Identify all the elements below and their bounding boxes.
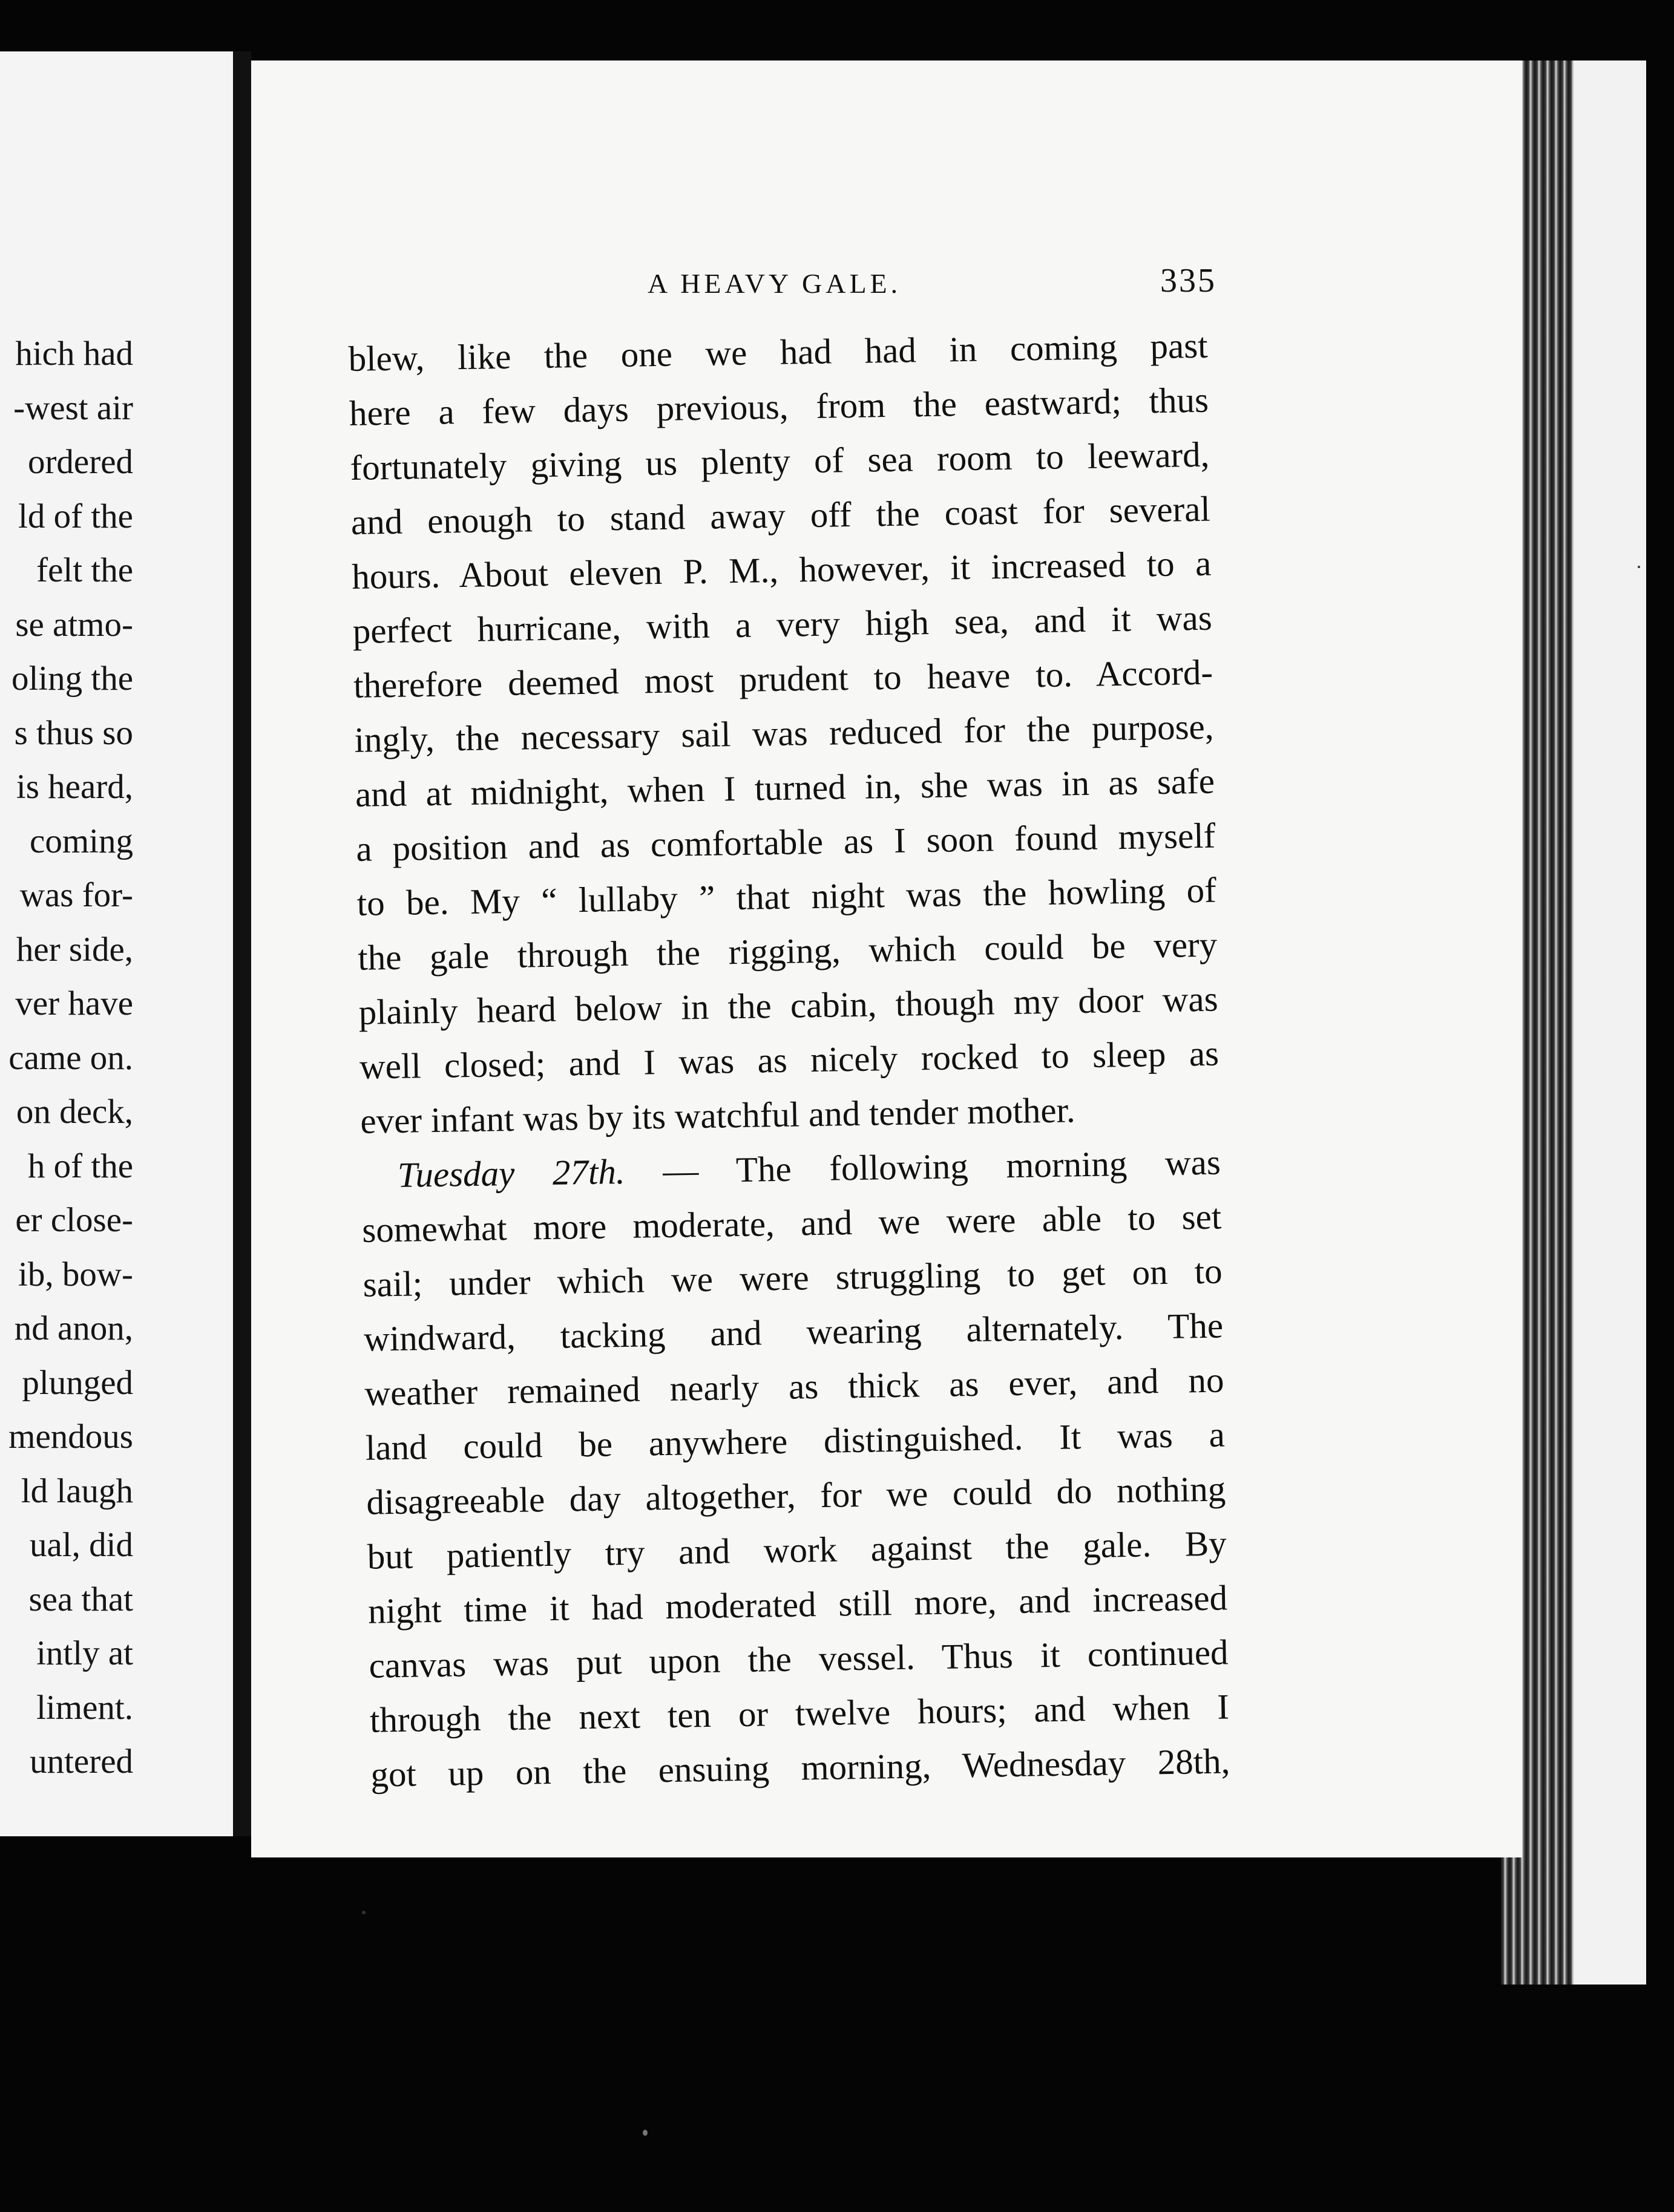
left-line: ver have	[15, 984, 133, 1023]
text-line: disagreeable day altogether, for we could do nothing	[366, 1468, 1226, 1522]
left-line: mendous	[8, 1418, 133, 1456]
text-span: — The following morning was	[625, 1142, 1221, 1191]
text-line: to be. My “ lullaby ” that night was the howling of	[356, 869, 1217, 923]
left-page	[0, 51, 233, 1836]
left-line: was for-	[19, 876, 133, 914]
text-line: ever infant was by its watchful and tender mother.	[359, 1090, 1076, 1141]
running-head: A HEAVY GALE.	[648, 268, 902, 299]
text-line: somewhat more moderate, and we were able to set	[361, 1196, 1222, 1250]
text-line: through the next ten or twelve hours; and when I	[369, 1686, 1230, 1740]
left-line: ual, did	[30, 1526, 133, 1564]
text-line: land could be anywhere distinguished. It was a	[365, 1414, 1226, 1468]
left-line: coming	[30, 822, 133, 860]
text-line: windward, tacking and wearing alternately. The	[363, 1305, 1224, 1359]
left-line: h of the	[27, 1147, 133, 1185]
date-heading: Tuesday 27th.	[397, 1151, 626, 1195]
text-line: got up on the ensuing morning, Wednesday 28th,	[370, 1741, 1230, 1795]
paper-speck	[1638, 566, 1640, 568]
body-text	[348, 318, 1230, 1802]
text-line: blew, like the one we had had in coming past	[348, 325, 1209, 379]
left-line: ib, bow-	[18, 1255, 133, 1294]
text-line: therefore deemed most prudent to heave to. Accord-	[353, 652, 1213, 705]
left-line: sea that	[28, 1580, 133, 1618]
text-line: canvas was put upon the vessel. Thus it continued	[369, 1632, 1229, 1686]
left-line: plunged	[22, 1363, 133, 1402]
page-number: 335	[1160, 262, 1216, 299]
left-line: intly at	[36, 1634, 133, 1672]
text-line: and enough to stand away off the coast for several	[350, 488, 1211, 542]
left-line: on deck,	[16, 1093, 133, 1131]
left-line: oling the	[11, 659, 133, 698]
back-cover-edge	[1574, 61, 1646, 1985]
paper-speck	[643, 2130, 648, 2136]
text-line: night time it had moderated still more, and increased	[367, 1577, 1228, 1631]
time-abbreviation: P. M.	[683, 550, 770, 592]
text-line: sail; under which we were struggling to get on to	[363, 1251, 1223, 1304]
left-line: hich had	[15, 335, 133, 373]
text-line: perfect hurricane, with a very high sea, and it was	[352, 597, 1213, 651]
left-line: s thus so	[14, 713, 133, 752]
text-line: the gale through the rigging, which could be very	[357, 924, 1218, 978]
left-line: untered	[30, 1742, 133, 1781]
text-line: well closed; and I was as nicely rocked to sleep as	[359, 1033, 1219, 1087]
left-line: nd anon,	[14, 1309, 133, 1347]
text-span: , however, it increased to a	[769, 543, 1212, 591]
left-line: se atmo-	[15, 605, 133, 644]
left-line: ld laugh	[21, 1471, 133, 1510]
left-line: liment.	[36, 1688, 133, 1727]
text-line: weather remained nearly as thick as ever, and no	[364, 1360, 1224, 1413]
left-line: felt the	[36, 551, 133, 589]
text-line: plainly heard below in the cabin, though my door was	[358, 978, 1219, 1032]
text-span: hours. About eleven	[351, 551, 684, 597]
left-line: came on.	[8, 1038, 133, 1077]
text-line: here a few days previous, from the eastward; thus	[349, 379, 1209, 433]
text-line: ingly, the necessary sail was reduced for the purpose,	[354, 706, 1214, 760]
left-line: er close-	[15, 1201, 133, 1239]
page-header	[648, 261, 1216, 310]
paper-speck	[362, 1911, 366, 1914]
left-page-text	[0, 327, 133, 1789]
book-gutter	[233, 51, 251, 1836]
left-line: ordered	[27, 443, 133, 481]
left-line: is heard,	[16, 768, 133, 806]
left-line: ld of the	[18, 497, 133, 535]
left-line: her side,	[16, 930, 133, 969]
text-line: and at midnight, when I turned in, she was in as safe	[355, 761, 1215, 814]
text-line: a position and as comfortable as I soon found myself	[355, 815, 1216, 869]
text-line: but patiently try and work against the gale. By	[367, 1523, 1227, 1577]
left-line: -west air	[13, 388, 133, 427]
text-line: fortunately giving us plenty of sea room to leeward,	[350, 434, 1210, 488]
